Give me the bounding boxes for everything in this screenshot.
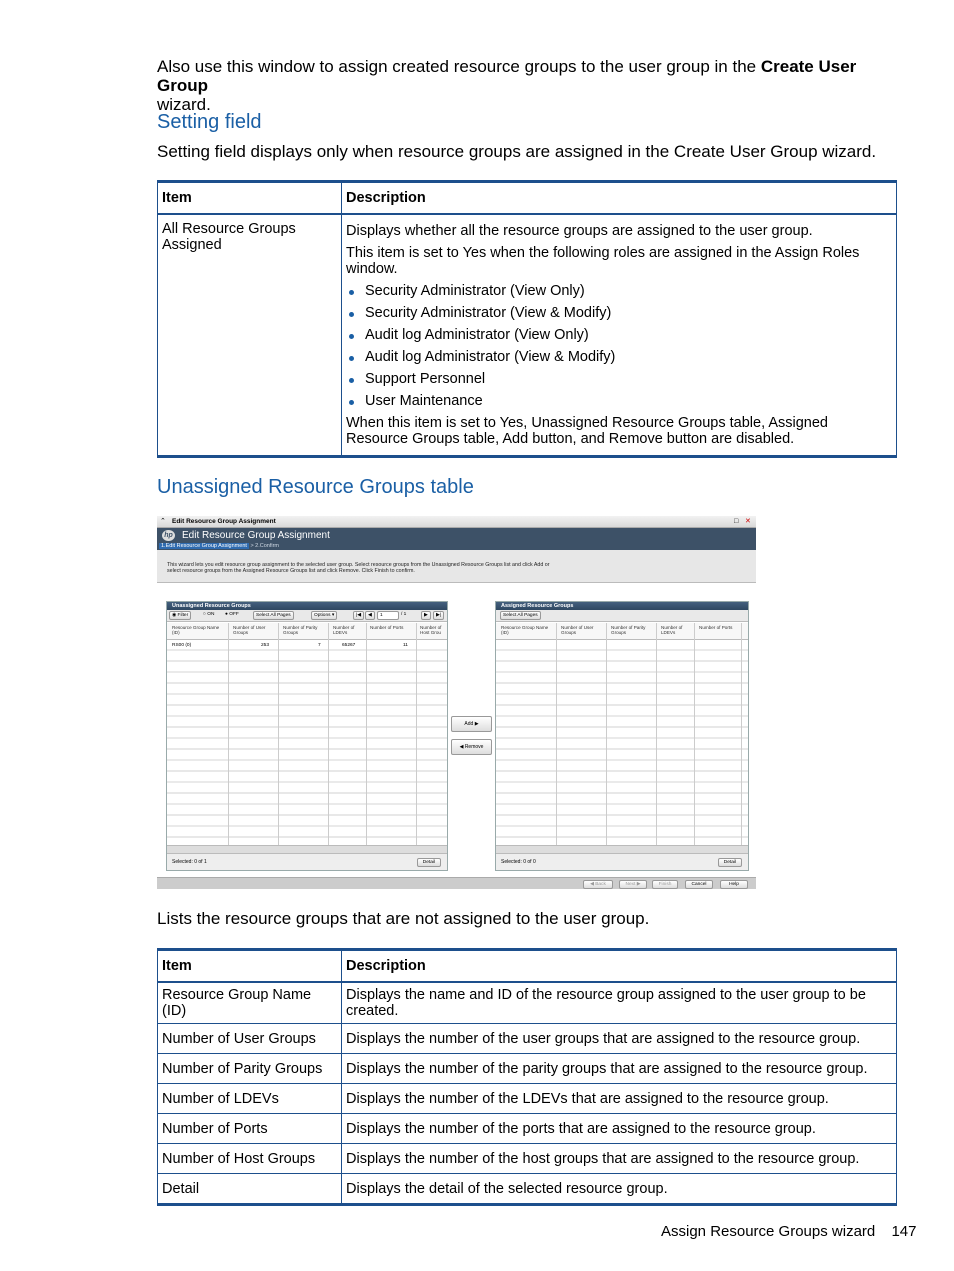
list-item: User Maintenance — [346, 393, 891, 409]
pane-title: Assigned Resource Groups — [496, 602, 748, 610]
detail-button[interactable]: Detail — [718, 858, 742, 867]
description-line: select resource groups from the Assigned Resource Groups list and click Remove. Click Finish to confirm. — [167, 568, 415, 574]
step-next: > 2.Confirm — [250, 543, 280, 549]
filter-button[interactable] — [169, 611, 191, 620]
wizard-header — [157, 528, 756, 550]
assigned-pane — [495, 601, 749, 871]
table-header-description: Description — [342, 182, 897, 215]
unassigned-heading: Unassigned Resource Groups table — [157, 476, 474, 498]
roles-list — [346, 283, 891, 409]
finish-button[interactable]: Finish — [652, 880, 678, 889]
page-footer — [661, 1223, 916, 1240]
last-page-icon[interactable]: ▶| — [433, 611, 444, 620]
table-cell-item: All Resource Groups Assigned — [158, 214, 342, 457]
horizontal-scrollbar[interactable] — [496, 845, 748, 853]
description-line: This wizard lets you edit resource group assignment to the selected user group. Select resource groups from the Unassigned Resource Groups list and click Add or — [167, 562, 550, 568]
list-item: Security Administrator (View & Modify) — [346, 305, 891, 321]
column-header[interactable]: Number of LDEVs — [661, 625, 683, 635]
table-cell-item: Number of User Groups — [158, 1024, 342, 1054]
help-button[interactable]: Help — [720, 880, 748, 889]
page-total: / 1 — [401, 612, 407, 617]
table-row — [158, 1024, 897, 1054]
close-icon[interactable]: ✕ — [745, 518, 751, 525]
intro-paragraph — [157, 57, 902, 114]
column-header[interactable]: Number of Ports — [370, 625, 404, 630]
collapse-icon[interactable]: ⌃ — [160, 518, 166, 525]
arrow-right-icon: ▶ — [474, 721, 479, 727]
table-cell: 253 — [261, 643, 270, 648]
chevron-down-icon: ▾ — [331, 613, 335, 618]
column-header[interactable]: Number of Host Grou — [420, 625, 442, 635]
back-button[interactable] — [583, 880, 613, 889]
list-item: Audit log Administrator (View & Modify) — [346, 349, 891, 365]
filter-off-label: OFF — [229, 612, 239, 617]
table-row — [158, 982, 897, 1024]
description-line: Displays whether all the resource groups are assigned to the user group. — [346, 223, 813, 239]
table-cell-description: Displays the number of the user groups that are assigned to the resource group. — [342, 1024, 897, 1054]
column-header[interactable]: Number of LDEVs — [333, 625, 355, 635]
table-cell: 11 — [403, 643, 408, 648]
options-button[interactable] — [311, 611, 337, 620]
select-all-pages-button[interactable]: Select All Pages — [500, 611, 541, 620]
remove-label: Remove — [464, 744, 484, 750]
column-headers — [167, 623, 447, 640]
table-row — [158, 1054, 897, 1084]
table-cell-item: Number of Parity Groups — [158, 1054, 342, 1084]
table-cell-description: Displays the detail of the selected resource group. — [342, 1174, 897, 1205]
column-header[interactable]: Resource Group Name (ID) — [172, 625, 220, 635]
unassigned-caption: Lists the resource groups that are not assigned to the user group. — [157, 909, 650, 928]
next-label: Next — [625, 882, 636, 887]
column-headers — [496, 623, 748, 640]
setting-field-table — [157, 180, 897, 458]
prev-page-icon[interactable]: ◀ — [365, 611, 375, 620]
table-cell-description: Displays the name and ID of the resource group assigned to the user group to be created. — [342, 982, 897, 1024]
remove-button[interactable] — [451, 739, 492, 755]
column-header[interactable]: Number of User Groups — [233, 625, 266, 635]
column-header[interactable]: Resource Group Name (ID) — [501, 625, 549, 635]
table-cell-item: Number of Ports — [158, 1114, 342, 1144]
page-input[interactable]: 1 — [377, 611, 399, 620]
table-cell: 65267 — [342, 643, 356, 648]
table-cell: RS00 (0) — [172, 643, 192, 648]
maximize-icon[interactable]: □ — [734, 518, 739, 525]
arrow-left-icon: ◀ — [459, 744, 464, 750]
table-header-item: Item — [158, 182, 342, 215]
wizard-title: Edit Resource Group Assignment — [182, 530, 330, 541]
column-header[interactable]: Number of User Groups — [561, 625, 594, 635]
unassigned-table — [157, 948, 897, 1206]
arrow-left-icon: ◀ — [590, 882, 594, 887]
unassigned-pane — [166, 601, 448, 871]
setting-field-text: Setting field displays only when resource groups are assigned in the Create User Group wizard. — [157, 142, 877, 161]
wizard-description — [157, 550, 756, 583]
table-cell-description: Displays the number of the LDEVs that are assigned to the resource group. — [342, 1084, 897, 1114]
description-line: When this item is set to Yes, Unassigned Resource Groups table, Assigned Resource Groups table, Add button, and Remove button are disabled. — [346, 415, 828, 447]
next-button[interactable] — [619, 880, 647, 889]
add-label: Add — [464, 721, 474, 727]
pane-footer — [496, 853, 748, 870]
table-header-item: Item — [158, 950, 342, 983]
selected-count: Selected: 0 of 1 — [172, 859, 207, 865]
table-cell-description: Displays the number of the parity groups that are assigned to the resource group. — [342, 1054, 897, 1084]
filter-on-label: ON — [207, 612, 215, 617]
table-cell-item: Number of LDEVs — [158, 1084, 342, 1114]
column-header[interactable]: Number of Parity Groups — [283, 625, 318, 635]
window-titlebar — [157, 516, 756, 528]
pane-footer — [167, 853, 447, 870]
filter-on[interactable]: ○ ON — [203, 612, 215, 617]
wizard-steps — [159, 543, 279, 549]
detail-button[interactable]: Detail — [417, 858, 441, 867]
wizard-screenshot — [157, 516, 756, 889]
pane-title: Unassigned Resource Groups — [167, 602, 447, 610]
table-cell-item: Detail — [158, 1174, 342, 1205]
intro-text: Also use this window to assign created resource groups to the user group in the — [157, 57, 761, 76]
back-label: Back — [595, 882, 606, 887]
table-cell-item: Number of Host Groups — [158, 1144, 342, 1174]
step-current: 1.Edit Resource Group Assignment — [161, 543, 247, 549]
table-cell-item: Resource Group Name (ID) — [158, 982, 342, 1024]
next-page-icon[interactable]: ▶ — [421, 611, 431, 620]
selected-count: Selected: 0 of 0 — [501, 859, 536, 865]
column-header[interactable]: Number of Parity Groups — [611, 625, 646, 635]
wizard-footer — [157, 877, 756, 889]
filter-label: Filter — [177, 613, 189, 618]
cancel-button[interactable]: Cancel — [685, 880, 713, 889]
table-row — [158, 1174, 897, 1205]
table-row — [158, 1084, 897, 1114]
filter-off[interactable]: ● OFF — [225, 612, 239, 617]
table-cell-description: Displays the number of the host groups that are assigned to the resource group. — [342, 1144, 897, 1174]
intro-bold: Create User Group — [157, 57, 857, 95]
select-all-pages-button[interactable]: Select All Pages — [253, 611, 294, 620]
table-grid — [167, 640, 447, 850]
filter-icon: ◉ — [172, 613, 177, 618]
setting-field-heading: Setting field — [157, 111, 262, 133]
options-label: Options — [314, 613, 331, 618]
list-item: Support Personnel — [346, 371, 891, 387]
footer-section: Assign Resource Groups wizard — [661, 1223, 876, 1240]
intro-text-end: wizard. — [157, 95, 211, 114]
table-grid — [496, 640, 748, 850]
column-header[interactable]: Number of Ports — [699, 625, 733, 630]
table-cell-description — [342, 214, 897, 457]
table-cell: 7 — [318, 643, 321, 648]
table-row — [158, 1114, 897, 1144]
add-button[interactable] — [451, 716, 492, 732]
hp-logo-icon: hp — [162, 530, 175, 541]
pane-toolbar — [496, 610, 748, 622]
description-line: This item is set to Yes when the following roles are assigned in the Assign Roles window. — [346, 245, 860, 277]
page-number: 147 — [891, 1223, 917, 1240]
table-header-description: Description — [342, 950, 897, 983]
pane-toolbar — [167, 610, 447, 622]
table-row — [158, 214, 897, 457]
first-page-icon[interactable]: |◀ — [353, 611, 364, 620]
horizontal-scrollbar[interactable] — [167, 845, 447, 853]
arrow-right-icon: ▶ — [636, 882, 641, 887]
list-item: Audit log Administrator (View Only) — [346, 327, 891, 343]
table-cell-description: Displays the number of the ports that are assigned to the resource group. — [342, 1114, 897, 1144]
window-title: Edit Resource Group Assignment — [172, 518, 276, 525]
table-row — [158, 1144, 897, 1174]
list-item: Security Administrator (View Only) — [346, 283, 891, 299]
